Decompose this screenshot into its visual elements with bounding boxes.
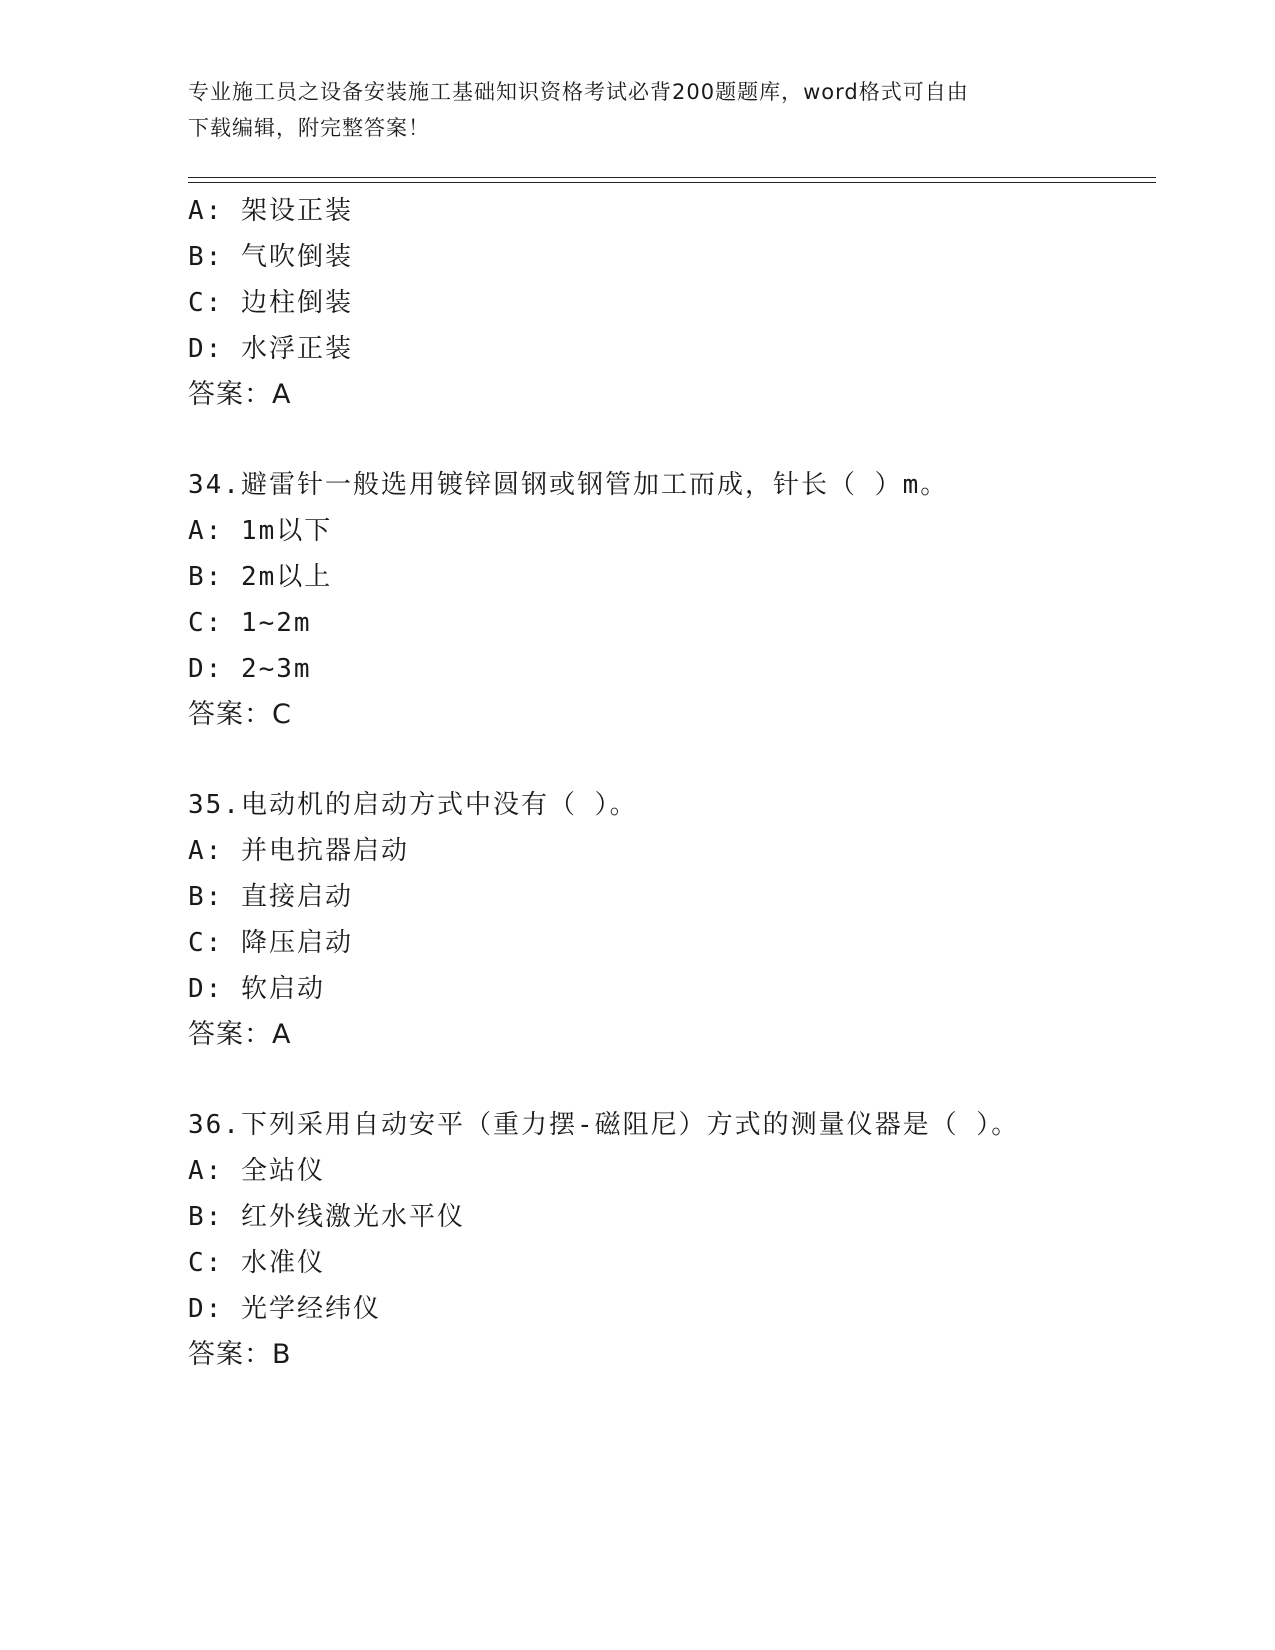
option-c: C: 降压启动 — [188, 928, 353, 958]
option-a: A: 并电抗器启动 — [188, 836, 409, 866]
option-c: C: 边柱倒装 — [188, 288, 353, 318]
spacer — [188, 738, 1156, 782]
option-a: A: 全站仪 — [188, 1156, 325, 1186]
question-text: 36.下列采用自动安平（重力摆-磁阻尼）方式的测量仪器是（ ）。 — [188, 1110, 1020, 1140]
header-line-1: 专业施工员之设备安装施工基础知识资格考试必背200题题库，word格式可自由 — [188, 80, 969, 104]
answer-line: 答案：B — [188, 1339, 292, 1370]
option-a: A: 架设正装 — [188, 196, 353, 226]
option-a: A: 1m以下 — [188, 516, 333, 546]
option-b: B: 气吹倒装 — [188, 242, 353, 272]
answer-line: 答案：A — [188, 379, 292, 410]
option-d: D: 软启动 — [188, 974, 325, 1004]
option-b: B: 直接启动 — [188, 882, 353, 912]
question-block-33 — [188, 188, 1156, 418]
answer-line: 答案：A — [188, 1019, 292, 1050]
option-d: D: 水浮正装 — [188, 334, 353, 364]
header-line-2: 下载编辑，附完整答案！ — [188, 116, 430, 140]
option-d: D: 光学经纬仪 — [188, 1294, 381, 1324]
answer-line: 答案：C — [188, 699, 292, 730]
option-d: D: 2~3m — [188, 654, 312, 684]
header-divider-bottom — [188, 182, 1156, 183]
question-block-35 — [188, 782, 1156, 1058]
document-header — [188, 74, 1088, 146]
question-block-36 — [188, 1102, 1156, 1378]
spacer — [188, 418, 1156, 462]
question-text: 34.避雷针一般选用镀锌圆钢或钢管加工而成，针长（ ）m。 — [188, 470, 949, 500]
option-b: B: 红外线激光水平仪 — [188, 1202, 465, 1232]
header-divider-top — [188, 177, 1156, 178]
question-text: 35.电动机的启动方式中没有（ ）。 — [188, 790, 638, 820]
option-b: B: 2m以上 — [188, 562, 333, 592]
option-c: C: 水准仪 — [188, 1248, 325, 1278]
option-c: C: 1~2m — [188, 608, 312, 638]
question-block-34 — [188, 462, 1156, 738]
spacer — [188, 1058, 1156, 1102]
question-list — [188, 188, 1156, 1378]
